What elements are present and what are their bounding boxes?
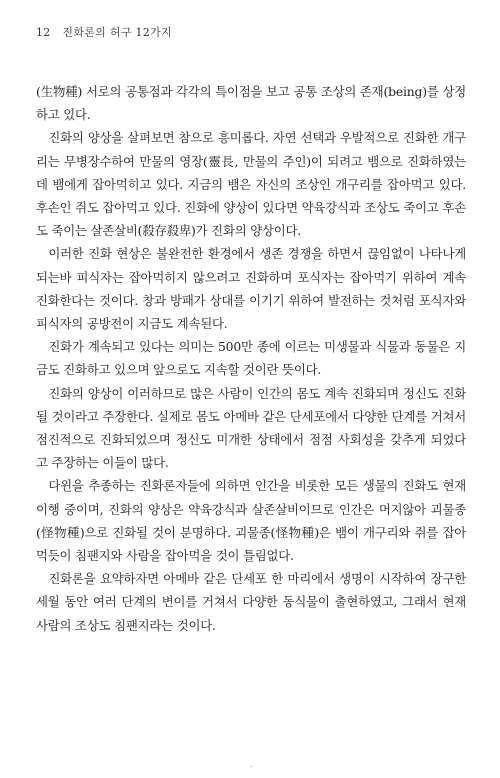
- running-header: [36, 24, 172, 40]
- running-title: 진화론의 허구 12가지: [62, 26, 173, 39]
- paragraph: 이러한 진화 현상은 불완전한 환경에서 생존 경쟁을 하면서 끊임없이 나타나게 되는바 피식자는 잡아먹히지 않으려고 진화하며 포식자는 잡아먹기 위하여 계속 진화한다는 것이다. 창과 방패가 상대를 이기기 위하여 발전하는 것처럼 포식자와 피식자의 공방전이 지금도 계속된다.: [36, 246, 466, 332]
- page-number: 12: [36, 26, 51, 39]
- paragraph: 진화의 양상을 살펴보면 참으로 흥미롭다. 자연 선택과 우발적으로 진화한 개구리는 무병장수하여 만물의 영장(靈長, 만물의 주인)이 되려고 뱀으로 진화하였는데 뱀에게 잡아먹히고 있다. 지금의 뱀은 자신의 조상인 개구리를 잡아먹고 있다. 후손인 쥐도 잡아먹고 있다. 진화에 양상이 있다면 약육강식과 조상도 죽이고 후손도 죽이는 살존살비(殺存殺卑)가 진화의 양상이다.: [36, 130, 466, 239]
- paragraph: 진화의 양상이 이러하므로 많은 사람이 인간의 몸도 계속 진화되며 정신도 진화될 것이라고 주장한다. 실제로 몸도 아메바 같은 단세포에서 다양한 단계를 거쳐서 점진적으로 진화되었으며 정신도 미개한 상태에서 점점 사회성을 갖추게 되었다고 주장하는 이들이 많다.: [36, 385, 466, 471]
- paragraph: 다윈을 추종하는 진화론자들에 의하면 인간을 비롯한 모든 생물의 진화도 현재 이행 중이며, 진화의 양상은 약육강식과 살존살비이므로 인간은 머지않아 괴물종(怪物種)으로 진화될 것이 분명하다. 괴물종(怪物種)은 뱀이 개구리와 쥐를 잡아먹듯이 침팬지와 사람을 잡아먹을 것이 틀림없다.: [36, 478, 466, 564]
- paragraph: 진화가 계속되고 있다는 의미는 500만 종에 이르는 미생물과 식물과 동물은 지금도 진화하고 있으며 앞으로도 지속할 것이란 뜻이다.: [36, 339, 466, 378]
- page-bottom-mark: .: [250, 760, 253, 769]
- body-text: [36, 80, 466, 637]
- paragraph: 진화론을 요약하자면 아메바 같은 단세포 한 마리에서 생명이 시작하여 장구한 세월 동안 여러 단계의 변이를 거쳐서 다양한 동식물이 출현하였고, 그래서 현재 사람의 조상도 침팬지라는 것이다.: [36, 571, 466, 633]
- paragraph: (生物種) 서로의 공통점과 각각의 특이점을 보고 공통 조상의 존재(being)를 상정하고 있다.: [36, 84, 466, 123]
